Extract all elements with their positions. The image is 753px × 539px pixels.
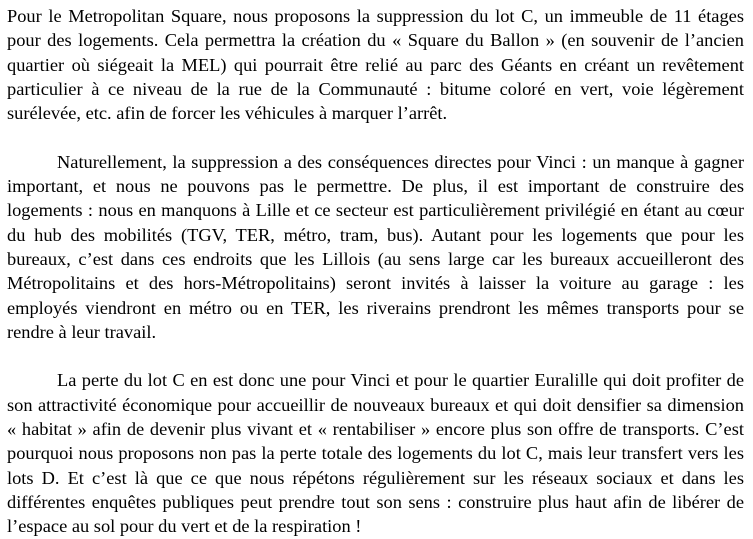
paragraph-3: La perte du lot C en est donc une pour Vinci et pour le quartier Euralille qui doit profiter de son attractivité économique pour accueillir de nouveaux bureaux et qui doit densifier sa dimension « habitat » afin de devenir plus vivant et « rentabiliser » encore plus son offre de transports. C’est pourquoi nous proposons non pas la perte totale des logements du lot C, mais leur transfert vers les lots D. Et c’est là que ce que nous répétons régulièrement sur les réseaux sociaux et dans les différentes enquêtes publiques peut prendre tout son sens : construire plus haut afin de libérer de l’espace au sol pour du vert et de la respiration !	[7, 370, 744, 537]
paragraph-1: Pour le Metropolitan Square, nous proposons la suppression du lot C, un immeuble de 11 étages pour des logements. Cela permettra la création du « Square du Ballon » (en souvenir de l’ancien quartier où siégeait la MEL) qui pourrait être relié au parc des Géants en créant un revêtement particulier à ce niveau de la rue de la Communauté : bitume coloré en vert, voie légèrement surélevée, etc. afin de forcer les véhicules à marquer l’arrêt.	[7, 6, 744, 124]
paragraph-2: Naturellement, la suppression a des conséquences directes pour Vinci : un manque à gagner important, et nous ne pouvons pas le permettre. De plus, il est important de construire des logements : nous en manquons à Lille et ce secteur est particulièrement privilégié en étant au cœur du hub des mobilités (TGV, TER, métro, tram, bus). Autant pour les logements que pour les bureaux, c’est dans ces endroits que les Lillois (au sens large car les bureaux accueilleront des Métropolitains et des hors-Métropolitains) seront invités à laisser la voiture au garage : les employés viendront en métro ou en TER, les riverains prendront les mêmes transports pour se rendre à leur travail.	[7, 151, 744, 342]
